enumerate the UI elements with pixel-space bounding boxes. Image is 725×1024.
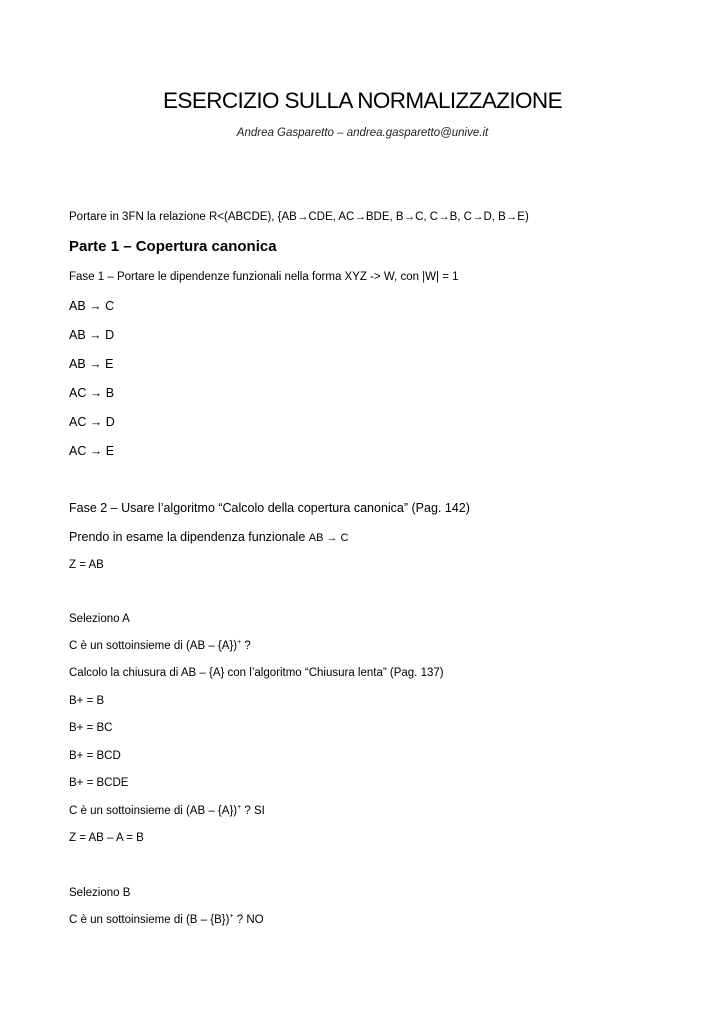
part1-heading: Parte 1 – Copertura canonica bbox=[69, 238, 277, 255]
question-b-text: C è un sottoinsieme di (B – {B}) bbox=[69, 914, 230, 926]
question-b-sup: + bbox=[229, 913, 234, 921]
consider-line bbox=[69, 530, 349, 544]
z-update: Z = AB – A = B bbox=[69, 832, 144, 844]
dependency-1: AB → C bbox=[69, 299, 115, 313]
question-a bbox=[69, 640, 251, 652]
dependency-4: AC → B bbox=[69, 386, 115, 400]
author-line: Andrea Gasparetto – andrea.gasparetto@unive.it bbox=[236, 127, 489, 139]
closure-step-3: B+ = BCD bbox=[69, 750, 121, 762]
question-a-text: C è un sottoinsieme di (AB – {A}) bbox=[69, 640, 238, 652]
dependency-6: AC → E bbox=[69, 444, 115, 458]
closure-text: Calcolo la chiusura di AB – {A} con l’algoritmo “Chiusura lenta” (Pag. 137) bbox=[69, 667, 444, 679]
fase1-text: Fase 1 – Portare le dipendenze funzionali nella forma XYZ -> W, con |W| = 1 bbox=[69, 271, 459, 283]
dependency-2: AB → D bbox=[69, 328, 115, 342]
question-b bbox=[69, 914, 264, 926]
question-a-suffix: ? bbox=[241, 640, 251, 652]
answer-a-sup: + bbox=[237, 804, 242, 812]
consider-dependency: AB → C bbox=[308, 532, 349, 544]
select-a: Seleziono A bbox=[69, 613, 130, 625]
question-b-suffix: ? NO bbox=[233, 914, 264, 926]
consider-prefix: Prendo in esame la dipendenza funzionale bbox=[69, 530, 309, 544]
dependency-3: AB → E bbox=[69, 357, 114, 371]
question-a-sup: + bbox=[237, 639, 242, 647]
dependency-5: AC → D bbox=[69, 415, 115, 429]
task-statement: Portare in 3FN la relazione R<(ABCDE), {AB→CDE, AC→BDE, B→C, C→B, C→D, B→E) bbox=[69, 211, 529, 223]
answer-a-text: C è un sottoinsieme di (AB – {A}) bbox=[69, 805, 238, 817]
document-title: ESERCIZIO SULLA NORMALIZZAZIONE bbox=[163, 88, 562, 113]
answer-a-suffix: ? SI bbox=[241, 805, 265, 817]
closure-step-4: B+ = BCDE bbox=[69, 777, 129, 789]
select-b: Seleziono B bbox=[69, 887, 131, 899]
closure-step-2: B+ = BC bbox=[69, 722, 113, 734]
fase2-text: Fase 2 – Usare l’algoritmo “Calcolo della copertura canonica” (Pag. 142) bbox=[69, 501, 470, 515]
z-init: Z = AB bbox=[69, 559, 104, 571]
answer-a bbox=[69, 805, 265, 817]
closure-step-1: B+ = B bbox=[69, 695, 105, 707]
